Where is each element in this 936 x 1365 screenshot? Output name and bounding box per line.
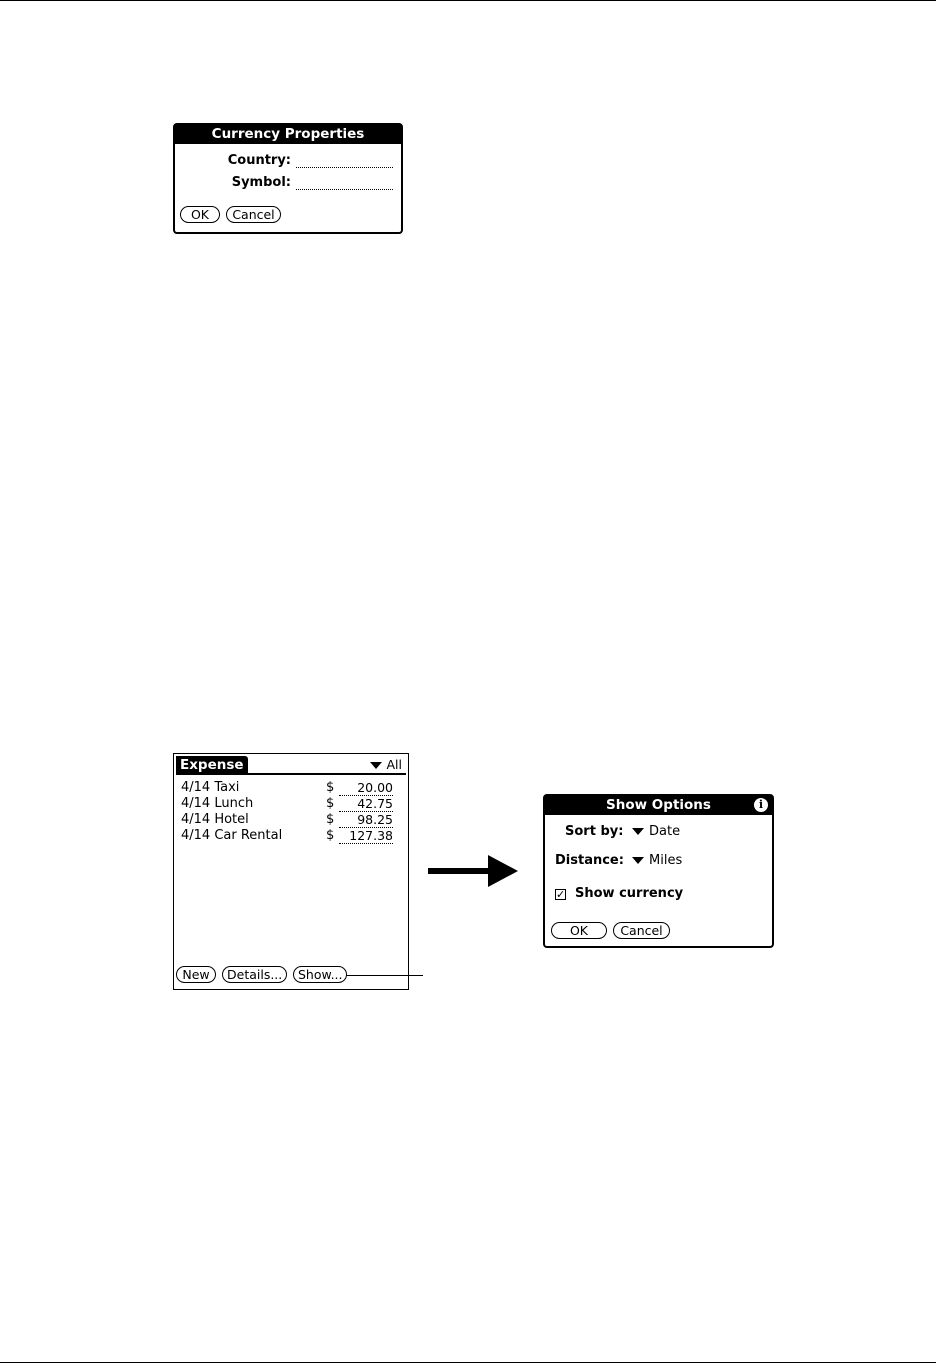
details-button[interactable]: Details... [222,966,287,983]
distance-value: Miles [649,853,683,868]
currency-properties-dialog [173,123,403,234]
amount-field[interactable]: 42.75 [339,796,393,812]
checkmark-icon: ✓ [556,888,566,901]
dialog-title: Currency Properties [175,125,401,144]
cancel-button[interactable]: Cancel [226,206,281,223]
category-picker[interactable] [370,757,403,772]
country-field[interactable] [296,167,393,168]
symbol-field[interactable] [296,189,393,190]
info-icon[interactable]: i [754,798,768,812]
right-arrow-icon [428,853,520,889]
currency-symbol: $ [326,796,335,811]
distance-picker[interactable] [632,853,682,868]
show-button[interactable]: Show... [293,966,347,983]
new-button[interactable]: New [176,966,216,983]
currency-symbol: $ [326,812,335,827]
country-label: Country: [227,153,291,168]
cancel-button[interactable]: Cancel [613,922,670,939]
sort-by-label: Sort by: [565,824,624,839]
currency-symbol: $ [326,828,335,843]
list-item[interactable]: 4/14 Lunch [181,796,254,811]
dropdown-arrow-icon [632,828,644,835]
distance-label: Distance: [555,853,624,868]
amount-field[interactable]: 127.38 [339,828,393,844]
symbol-label: Symbol: [231,175,291,190]
list-item[interactable]: 4/14 Hotel [181,812,249,827]
title-underline [176,773,406,775]
dialog-title: Show Options [545,796,772,815]
show-currency-checkbox[interactable] [555,889,566,900]
top-rule [0,0,936,1]
expense-screen [173,753,409,990]
category-value: All [386,757,402,772]
amount-field[interactable]: 98.25 [339,812,393,828]
sort-by-value: Date [649,824,681,839]
show-options-dialog [543,794,774,948]
callout-line [346,975,423,976]
bottom-rule [0,1362,936,1363]
amount-field[interactable]: 20.00 [339,780,393,796]
show-currency-label[interactable]: Show currency [575,886,684,901]
list-item[interactable]: 4/14 Car Rental [181,828,283,843]
app-title-tab: Expense [176,756,248,775]
dropdown-arrow-icon [632,857,644,864]
list-item[interactable]: 4/14 Taxi [181,780,240,795]
ok-button[interactable]: OK [180,206,220,223]
currency-symbol: $ [326,780,335,795]
dropdown-arrow-icon [370,762,382,769]
ok-button[interactable]: OK [551,922,607,939]
sort-by-picker[interactable] [632,824,680,839]
